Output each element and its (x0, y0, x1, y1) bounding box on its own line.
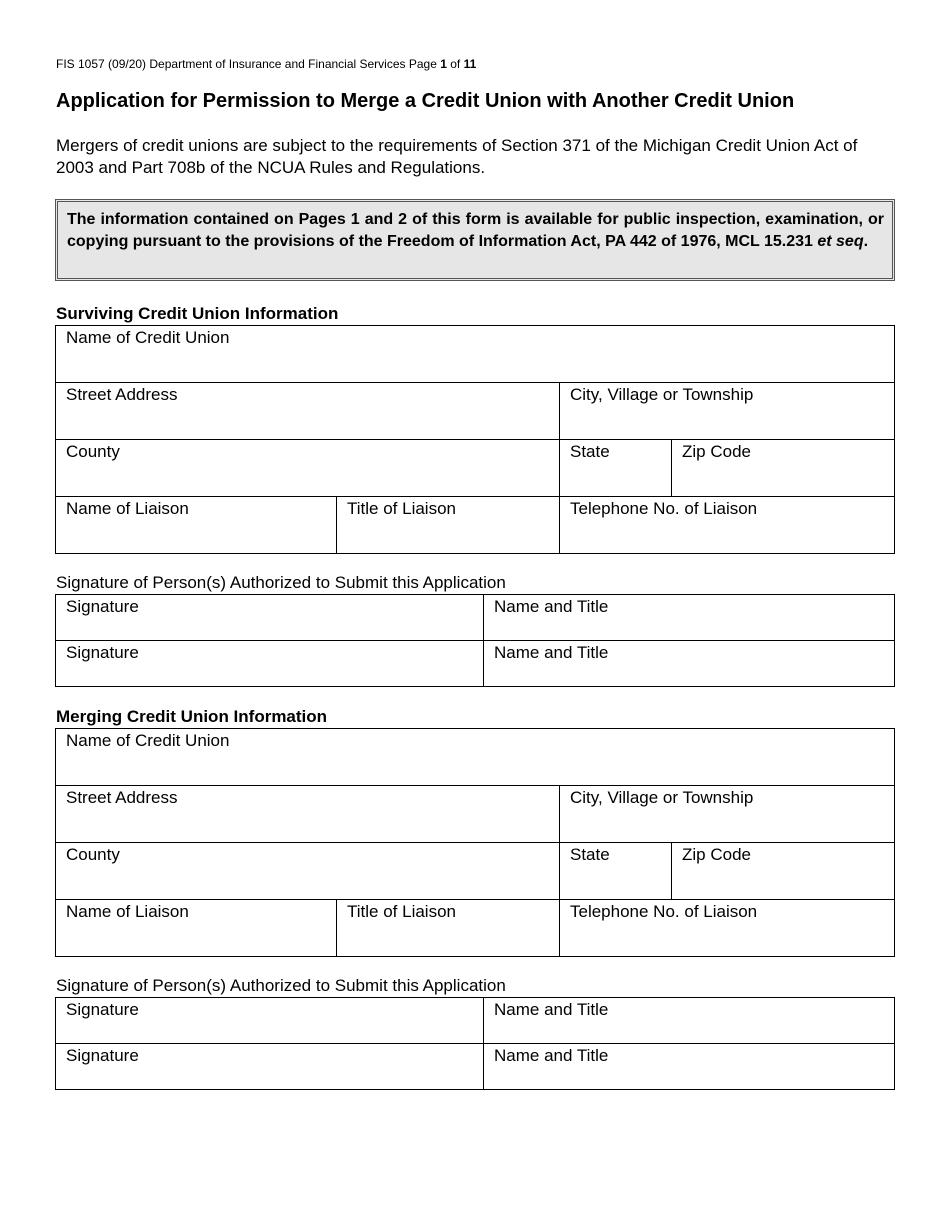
merging-zip-field[interactable]: Zip Code (671, 843, 894, 899)
merging-signature-title: Signature of Person(s) Authorized to Submit this Application (56, 976, 506, 995)
surviving-liaison-title-field[interactable]: Title of Liaison (336, 497, 559, 553)
surviving-liaison-phone-field[interactable]: Telephone No. of Liaison (559, 497, 894, 553)
table-row (56, 899, 894, 956)
surviving-signature-field[interactable]: Signature (66, 597, 139, 616)
table-row (56, 729, 894, 785)
merging-liaison-name-field[interactable]: Name of Liaison (66, 902, 189, 921)
merging-liaison-title-field[interactable]: Title of Liaison (336, 900, 559, 956)
surviving-name-title-field[interactable]: Name and Title (483, 595, 894, 640)
surviving-name-title-field[interactable]: Name and Title (483, 641, 894, 686)
surviving-name-field[interactable]: Name of Credit Union (66, 328, 230, 347)
table-row (56, 326, 894, 382)
merging-state-field[interactable]: State (559, 843, 671, 899)
surviving-zip-field[interactable]: Zip Code (671, 440, 894, 496)
table-row (56, 382, 894, 439)
surviving-city-field[interactable]: City, Village or Township (559, 383, 894, 439)
table-row (56, 842, 894, 899)
merging-name-field[interactable]: Name of Credit Union (66, 731, 230, 750)
table-row (56, 1043, 894, 1089)
surviving-state-field[interactable]: State (559, 440, 671, 496)
surviving-info-table (55, 325, 895, 554)
surviving-section-title: Surviving Credit Union Information (56, 304, 339, 323)
surviving-county-field[interactable]: County (66, 442, 120, 461)
table-row (56, 998, 894, 1043)
merging-liaison-phone-field[interactable]: Telephone No. of Liaison (559, 900, 894, 956)
notice-text: The information contained on Pages 1 and 2 of this form is available for public inspection, examination, or copying pursuant to the provisions of the Freedom of Information Act, PA 442 of 1976, MCL 15.231 (67, 211, 884, 250)
table-row (56, 785, 894, 842)
merging-signature-table (55, 997, 895, 1090)
merging-county-field[interactable]: County (66, 845, 120, 864)
table-row (56, 595, 894, 640)
table-row (56, 640, 894, 686)
page-number: 1 (440, 57, 447, 71)
merging-street-field[interactable]: Street Address (66, 788, 178, 807)
merging-signature-field[interactable]: Signature (66, 1046, 139, 1065)
surviving-signature-table (55, 594, 895, 687)
merging-signature-field[interactable]: Signature (66, 1000, 139, 1019)
merging-city-field[interactable]: City, Village or Township (559, 786, 894, 842)
merging-name-title-field[interactable]: Name and Title (483, 998, 894, 1043)
notice-end: . (863, 233, 869, 250)
merging-name-title-field[interactable]: Name and Title (483, 1044, 894, 1089)
intro-text: Mergers of credit unions are subject to the requirements of Section 371 of the Michigan Credit Union Act of 2003 and Part 708b of the NCUA Rules and Regulations. (56, 136, 858, 177)
surviving-street-field[interactable]: Street Address (66, 385, 178, 404)
page-title: Application for Permission to Merge a Credit Union with Another Credit Union (56, 90, 795, 112)
merging-section-title: Merging Credit Union Information (56, 707, 328, 726)
page-total: 11 (463, 57, 477, 71)
merging-info-table (55, 728, 895, 957)
page-of: of (446, 57, 464, 71)
foia-notice (55, 199, 895, 281)
surviving-signature-title: Signature of Person(s) Authorized to Submit this Application (56, 573, 506, 592)
form-header (56, 57, 476, 71)
notice-italic: et seq (817, 233, 864, 250)
form-id: FIS 1057 (09/20) Department of Insurance and Financial Services Page (56, 57, 441, 71)
table-row (56, 496, 894, 553)
surviving-liaison-name-field[interactable]: Name of Liaison (66, 499, 189, 518)
surviving-signature-field[interactable]: Signature (66, 643, 139, 662)
table-row (56, 439, 894, 496)
